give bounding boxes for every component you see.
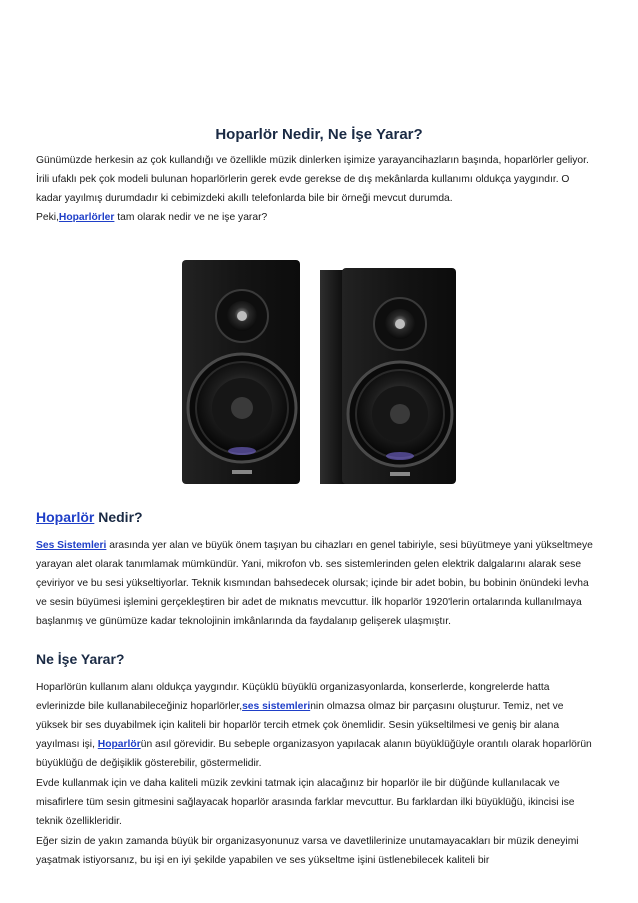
section1-text: arasında yer alan ve büyük önem taşıyan bu cihazları en genel tabiriyle, sesi büyütmeye yani yükseltmeye yarayan alet olarak tanımlamak mümkündür. Yani, mikrofon vb. ses sistemlerinden gelen elektrik dalgalarını alarak sese çeviriyor ve bu sesi yükseltiyorlar. Teknik kısmından bahsedecek olursak; içinde bir adet bobin, bu bobinin önündeki levha ve sesin büyümesi işlemini gerçekleştiren bir adet de mıknatıs mevcuttur. İlk hoparlör 1920'lerin ortalarında kullanılmaya başlanmış ve günümüze kadar teknolojinin imkânlarında da faydalanıp gelişerek ulaşmıştır. bbox=[36, 540, 593, 627]
hoparlor-inline-link[interactable]: Hoparlör bbox=[97, 739, 141, 750]
section2-p1-a: Hoparlörün kullanım alanı oldukça yaygındır. Küçüklü büyüklü organizasyonlarda, konserlerde, kongrelerde hatta evlerinizde bile kullanabileceğiniz hoparlörler, bbox=[36, 682, 550, 712]
peki-prefix: Peki, bbox=[36, 212, 59, 223]
section1-heading bbox=[36, 509, 143, 525]
section2-paragraph-2: Evde kullanmak için ve daha kaliteli müzik zevkini tatmak için alacağınız bir hoparlör ile bir düğünde kullanılacak ve misafirlere tüm sesin gitmesini sağlayacak hoparlör arasında farklar mevcuttur. Bu farklardan ilki büyüklüğü, ikincisi ise teknik özellikleridir. bbox=[36, 778, 575, 827]
peki-suffix: tam olarak nedir ve ne işe yarar? bbox=[114, 212, 268, 223]
right-speaker bbox=[320, 268, 456, 484]
left-speaker bbox=[182, 260, 300, 484]
section2-p1-c: ün asıl görevidir. Bu sebeple organizasyon yapılacak alanın büyüklüğüyle orantılı olarak hoparlörün büyüklüğü de değişiklik gösterebilir, göstermelidir. bbox=[36, 739, 592, 769]
hoparlor-heading-link[interactable]: Hoparlör bbox=[36, 509, 95, 525]
page-title: Hoparlör Nedir, Ne İşe Yarar? bbox=[215, 126, 423, 143]
ses-sistemleri-inline-link[interactable]: ses sistemleri bbox=[242, 701, 311, 712]
section2-p1-b: nin olmazsa olmaz bir parçasını oluşturur. Temiz, net ve yüksek bir ses duyabilmek için kaliteli bir hoparlör tercih etmek çok önemlidir. Sesin yükseltilmesi ve geniş bir alana yayılması işi, bbox=[36, 701, 564, 750]
speakers-illustration bbox=[178, 258, 460, 488]
section2-paragraph-1 bbox=[36, 678, 598, 773]
section2-heading: Ne İşe Yarar? bbox=[36, 651, 125, 667]
section1-paragraph bbox=[36, 536, 598, 631]
section2-paragraph-3: Eğer sizin de yakın zamanda büyük bir organizasyonunuz varsa ve davetlilerinize unutamayacakları bir müzik deneyimi yaşatmak istiyorsanız, bu işi en iyi şekilde yapabilen ve ses yükseltme işini üstlenebilecek kaliteli bir bbox=[36, 836, 579, 866]
ses-sistemleri-link[interactable]: Ses Sistemleri bbox=[36, 540, 107, 551]
intro-paragraph bbox=[36, 151, 598, 227]
section1-heading-rest: Nedir? bbox=[94, 509, 143, 525]
intro-text: Günümüzde herkesin az çok kullandığı ve özellikle müzik dinlerken işimize yarayancihazların başında, hoparlörler geliyor. İrili ufaklı pek çok modeli bulunan hoparlörlerin gerek evde gerekse de dış mekânlarda kullanımı oldukça yaygındır. O kadar yayılmış durumdadır ki cebimizdeki akıllı telefonlarda bile bir örneği mevcut durumda. bbox=[36, 155, 589, 204]
speaker-image bbox=[178, 258, 460, 488]
hoparlorler-link[interactable]: Hoparlörler bbox=[58, 212, 115, 223]
